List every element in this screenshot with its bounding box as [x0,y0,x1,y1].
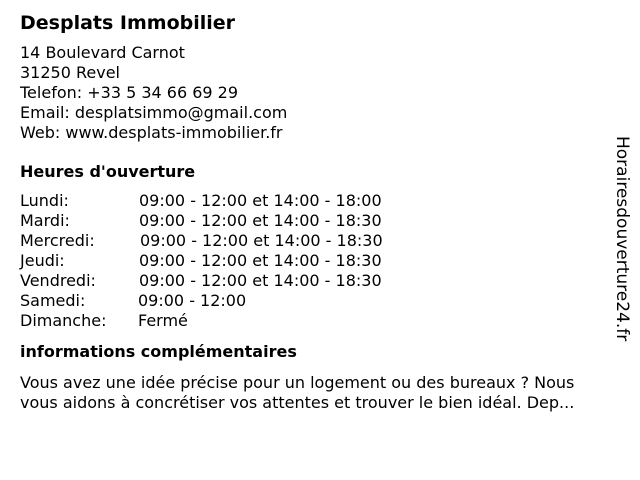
additional-info-line: Vous avez une idée précise pour un logement ou des bureaux ? Nous [20,373,575,392]
hours-day-label: Vendredi: [20,271,96,290]
hours-row-samedi [20,291,620,311]
hours-time-value: 09:00 - 12:00 et 14:00 - 18:30 [139,271,382,290]
additional-info-heading: informations complémentaires [20,342,297,361]
opening-hours-heading: Heures d'ouverture [20,162,196,181]
hours-row-vendredi [20,271,620,291]
email-address: Email: desplatsimmo@gmail.com [20,103,288,122]
hours-row-mercredi [20,231,620,251]
hours-time-value: 09:00 - 12:00 et 14:00 - 18:30 [139,251,382,270]
business-card [20,11,620,413]
hours-day-label: Mardi: [20,211,70,230]
hours-day-label: Samedi: [20,291,86,310]
website: Web: www.desplats-immobilier.fr [20,123,283,142]
phone-number: Telefon: +33 5 34 66 69 29 [20,83,239,102]
hours-row-jeudi [20,251,620,271]
hours-time-value: 09:00 - 12:00 et 14:00 - 18:30 [139,211,382,230]
contact-block [20,43,620,143]
hours-day-label: Jeudi: [20,251,65,270]
hours-time-value: 09:00 - 12:00 et 14:00 - 18:30 [140,231,383,250]
hours-row-mardi [20,211,620,231]
additional-info-line: vous aidons à concrétiser vos attentes et trouver le bien idéal. Dep... [20,393,575,412]
additional-info-text [20,373,625,413]
hours-time-value: Fermé [138,311,188,330]
hours-day-label: Mercredi: [20,231,95,250]
hours-time-value: 09:00 - 12:00 [138,291,247,310]
opening-hours-table [20,191,620,331]
hours-time-value: 09:00 - 12:00 et 14:00 - 18:00 [139,191,382,210]
hours-row-dimanche [20,311,620,331]
hours-row-lundi [20,191,620,211]
address-city: 31250 Revel [20,63,120,82]
business-name: Desplats Immobilier [20,12,236,34]
site-watermark: Horairesdouverture24.fr [612,136,632,342]
hours-day-label: Dimanche: [20,311,107,330]
hours-day-label: Lundi: [20,191,69,210]
address-street: 14 Boulevard Carnot [20,43,185,62]
